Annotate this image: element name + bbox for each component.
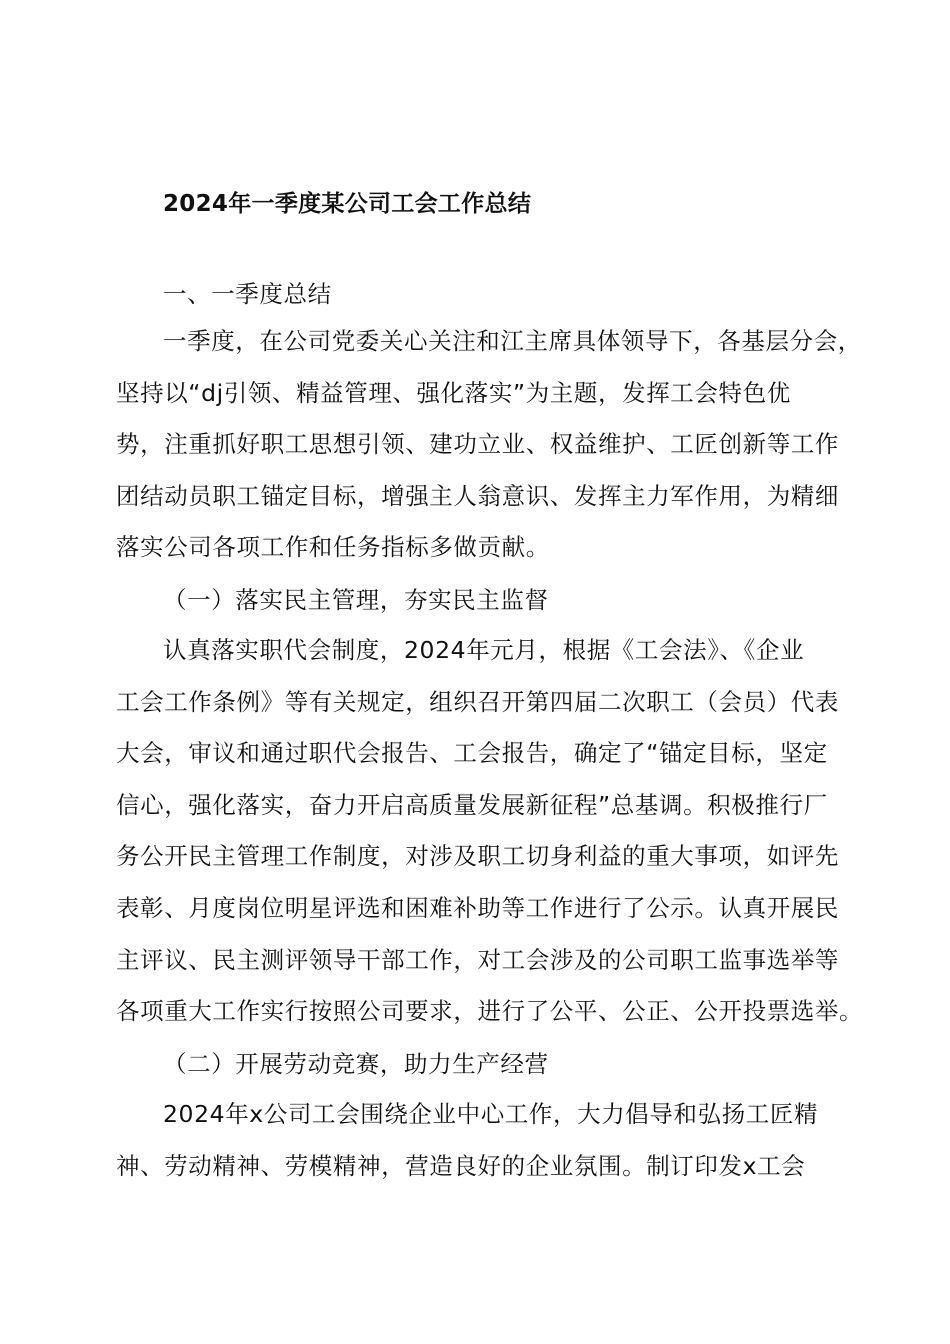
section-heading: 一、一季度总结 — [163, 280, 332, 308]
paragraph-line: 神、劳动精神、劳模精神，营造良好的企业氛围。制订印发x工会 — [116, 1151, 806, 1180]
paragraph-line: 势，注重抓好职工思想引领、建功立业、权益维护、工匠创新等工作 — [116, 430, 839, 459]
paragraph-line: 一季度，在公司党委关心关注和江主席具体领导下，各基层分会， — [163, 327, 862, 355]
subheading-2: （二）开展劳动竞赛，助力生产经营 — [163, 1050, 549, 1078]
paragraph-line: 各项重大工作实行按照公司要求，进行了公平、公正、公开投票选举。 — [116, 997, 864, 1026]
paragraph-line: 团结动员职工锚定目标，增强主人翁意识、发挥主力军作用，为精细 — [116, 481, 839, 510]
paragraph-2 — [116, 625, 864, 1038]
paragraph-line: 落实公司各项工作和任务指标多做贡献。 — [116, 533, 550, 562]
paragraph-line: 表彰、月度岗位明星评选和困难补助等工作进行了公示。认真开展民 — [116, 893, 839, 922]
paragraph-line: 信心，强化落实，奋力开启高质量发展新征程”总基调。积极推行厂 — [116, 790, 828, 819]
document-title: 2024年一季度某公司工会工作总结 — [163, 191, 532, 217]
paragraph-line: 务公开民主管理工作制度，对涉及职工切身利益的重大事项，如评先 — [116, 842, 839, 871]
paragraph-line: 坚持以“dj引领、精益管理、强化落实”为主题，发挥工会特色优 — [116, 378, 791, 407]
paragraph-line: 工会工作条例》等有关规定，组织召开第四届二次职工（会员）代表 — [116, 687, 839, 716]
paragraph-1 — [116, 316, 862, 574]
paragraph-line: 主评议、民主测评领导干部工作，对工会涉及的公司职工监事选举等 — [116, 945, 839, 974]
paragraph-line: 2024年x公司工会围绕企业中心工作，大力倡导和弘扬工匠精 — [163, 1100, 819, 1128]
subheading-1: （一）落实民主管理，夯实民主监督 — [163, 586, 549, 614]
paragraph-line: 大会，审议和通过职代会报告、工会报告，确定了“锚定目标，坚定 — [116, 739, 828, 768]
paragraph-3 — [116, 1089, 846, 1192]
paragraph-line: 认真落实职代会制度，2024年元月，根据《工会法》、《企业 — [163, 636, 805, 664]
